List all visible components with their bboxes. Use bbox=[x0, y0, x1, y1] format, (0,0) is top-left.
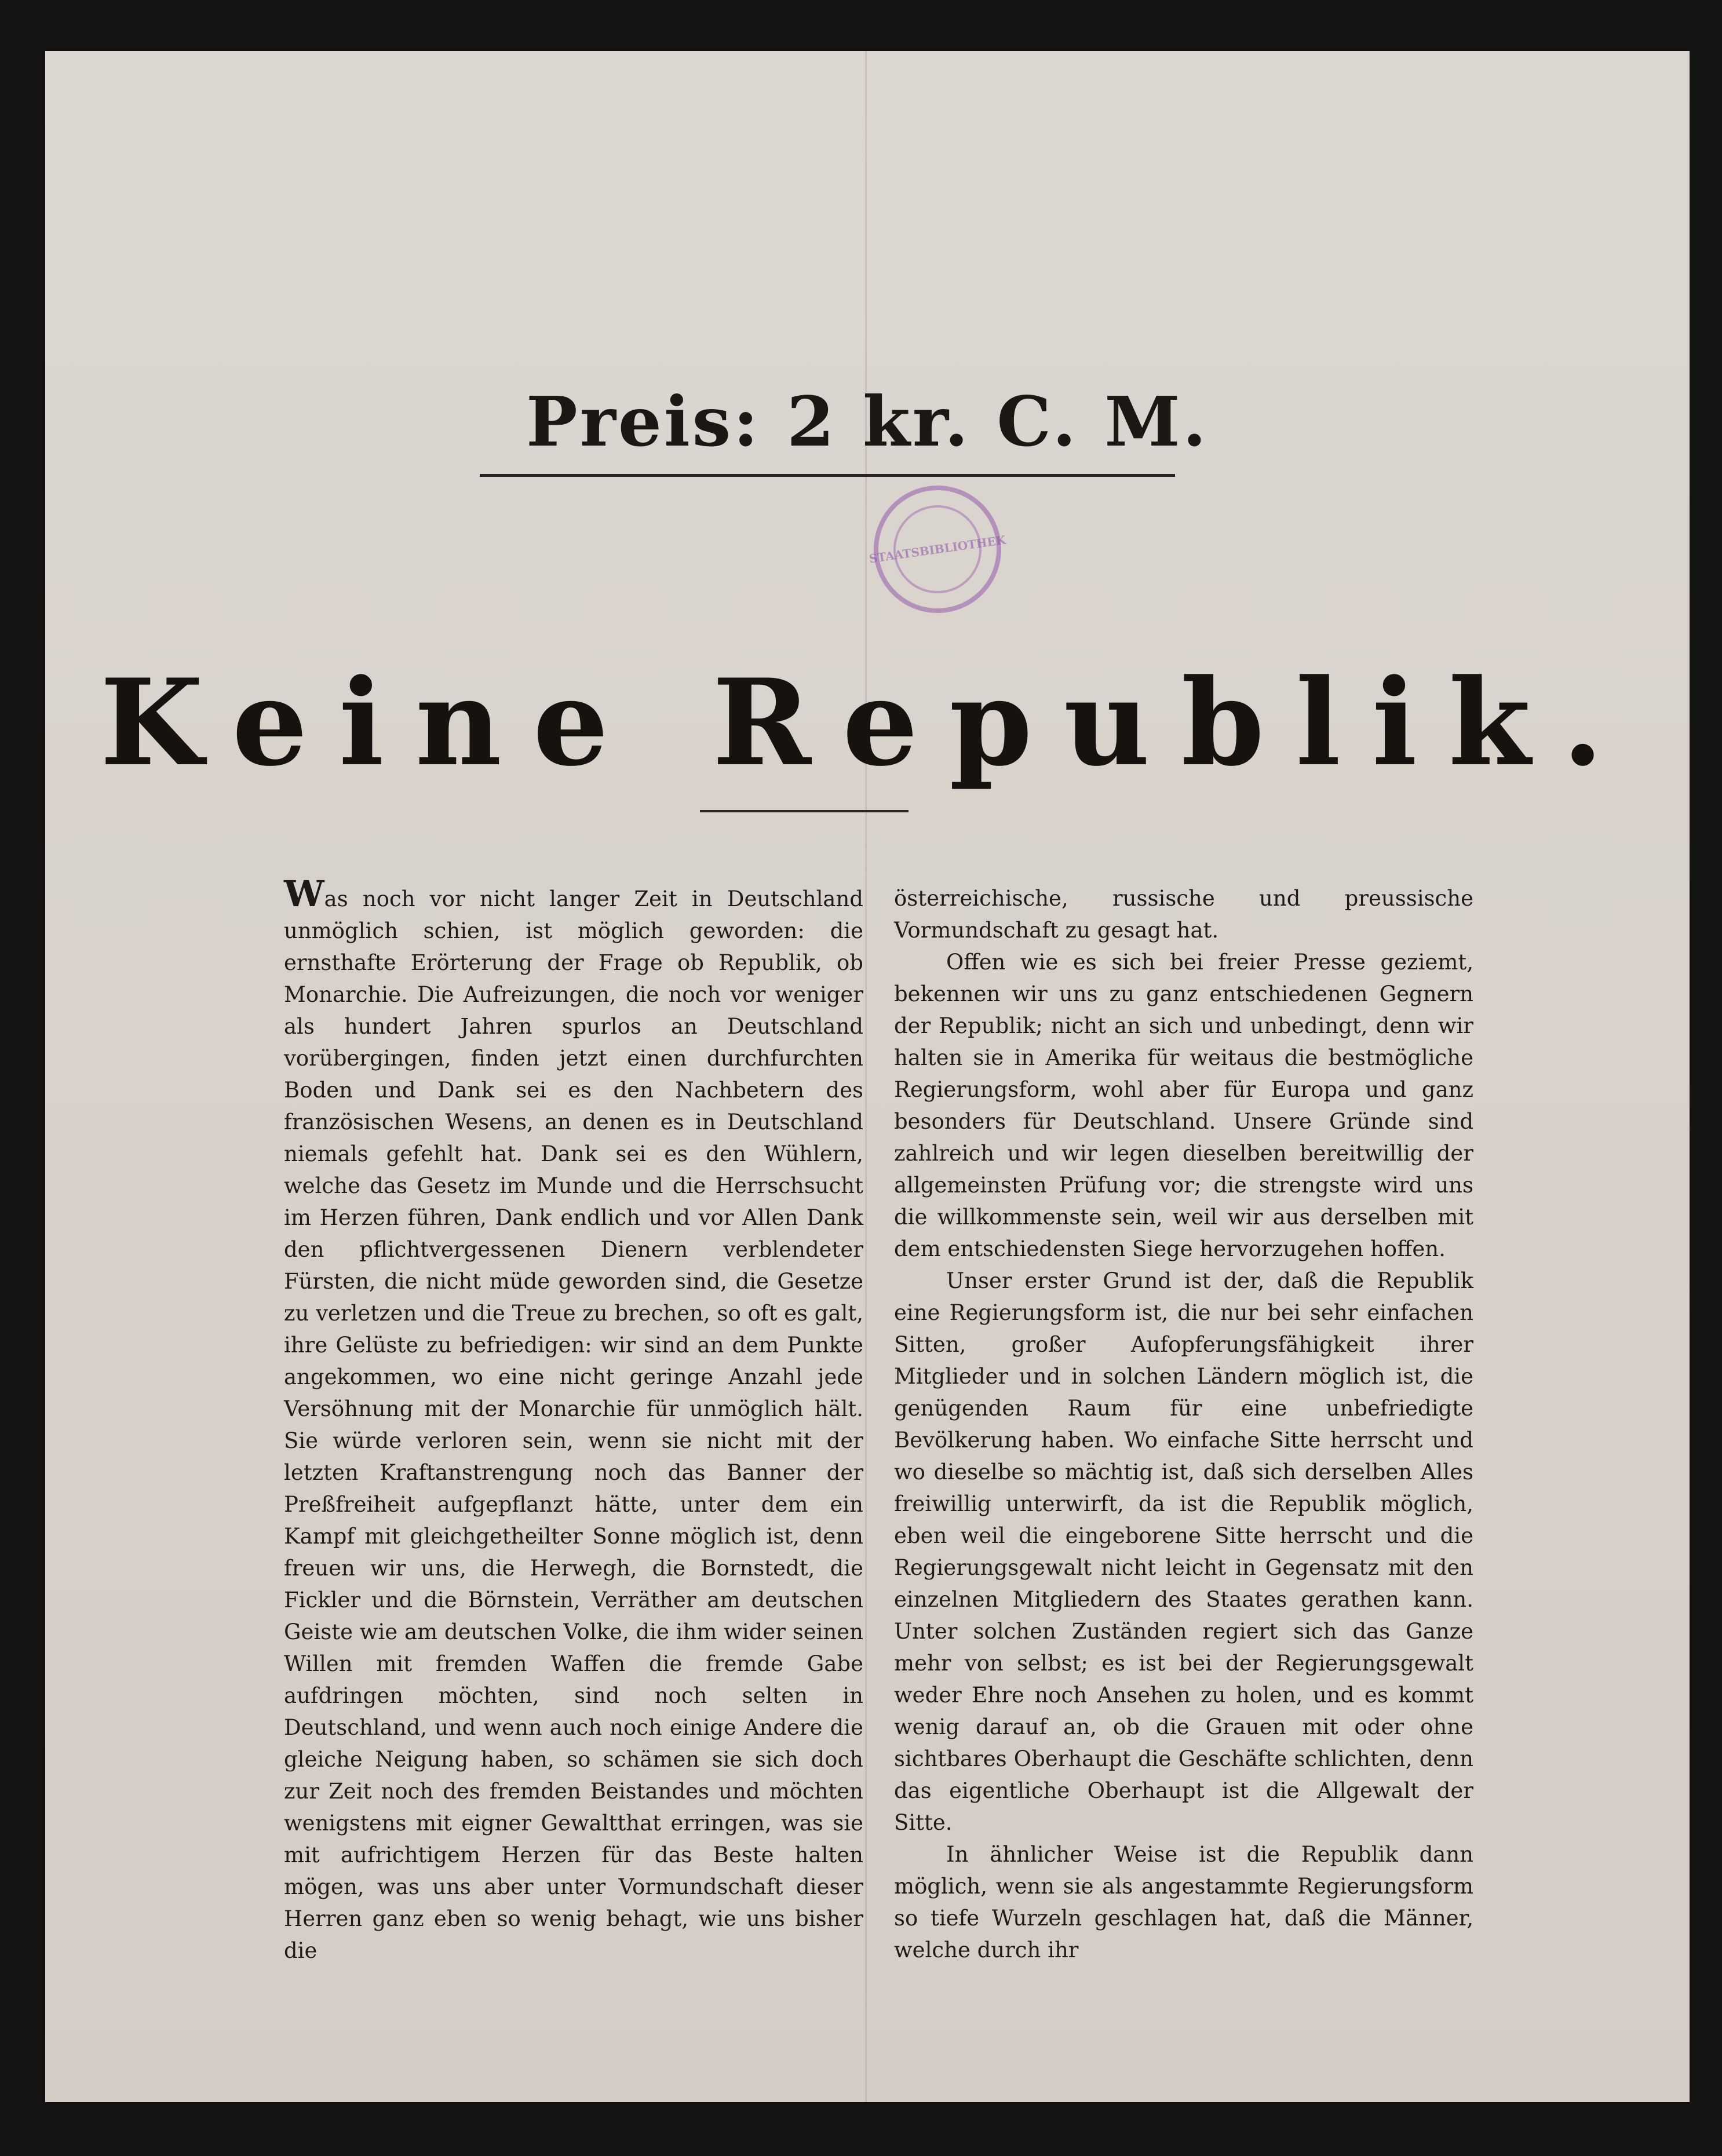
page-title: Keine Republik. bbox=[100, 654, 1635, 793]
paragraph: Unser erster Grund ist der, daß die Republik eine Regierungsform ist, die nur bei sehr einfachen Sitten, großer Aufopferungsfähigkeit ihrer Mitglieder und in solchen Ländern möglich ist, die genügenden Raum für eine unbefriedigte Bevölkerung haben. Wo einfache Sitte herrscht und wo dieselbe so mächtig ist, daß sich derselben Alles freiwillig unterwirft, da ist die Republik möglich, eben weil die eingeborene Sitte herrscht und die Regierungsgewalt nicht leicht in Gegensatz mit den einzelnen Mitgliedern des Staates gerathen kann. Unter solchen Zuständen regiert sich das Ganze mehr von selbst; es ist bei der Regierungsgewalt weder Ehre noch Ansehen zu holen, und es kommt wenig darauf an, ob die Grauen mit oder ohne sichtbares Oberhaupt die Geschäfte schlichten, denn das eigentliche Oberhaupt ist die Allgewalt der Sitte. bbox=[894, 1268, 1473, 1835]
library-stamp bbox=[866, 477, 1009, 621]
divider-rule bbox=[700, 810, 909, 812]
stamp-text: STAATSBIBLIOTHEK bbox=[868, 532, 1007, 566]
document-sheet bbox=[45, 51, 1690, 2102]
paragraph: In ähnlicher Weise ist die Republik dann möglich, wenn sie als angestammte Regierungsform so tiefe Wurzeln geschlagen hat, daß die Männer, welche durch ihr bbox=[894, 1842, 1473, 1962]
price-heading: Preis: 2 kr. C. M. bbox=[526, 381, 1209, 462]
text-column-left bbox=[284, 873, 863, 1967]
paragraph-text: as noch vor nicht langer Zeit in Deutschland unmöglich schien, ist möglich geworden: die ernsthafte Erörterung der Frage ob Republik, ob Monarchie. Die Aufreizungen, die noch vor weniger als hundert Jahren spurlos an Deutschland vorübergingen, finden jetzt einen durchfurchten Boden und Dank sei es den Nachbetern des französischen Wesens, an denen es in Deutschland niemals gefehlt hat. Dank sei es den Wühlern, welche das Gesetz im Munde und die Herrschsucht im Herzen führen, Dank endlich und vor Allen Dank den pflichtvergessenen Dienern verblendeter Fürsten, die nicht müde geworden sind, die Gesetze zu verletzen und die Treue zu brechen, so oft es galt, ihre Gelüste zu befriedigen: wir sind an dem Punkte angekommen, wo eine nicht geringe Anzahl jede Versöhnung mit der Monarchie für unmöglich hält. Sie würde verloren sein, wenn sie nicht mit der letzten Kraftanstrengung noch das Banner der Preßfreiheit aufgepflanzt hätte, unter dem ein Kampf mit gleichgetheilter Sonne möglich ist, denn freuen wir uns, die Herwegh, die Bornstedt, die Fickler und die Börnstein, Verräther am deutschen Geiste wie am deutschen Volke, die ihm wider seinen Willen mit fremden Waffen die fremde Gabe aufdringen möchten, sind noch selten in Deutschland, und wenn auch noch einige Andere die gleiche Neigung haben, so schämen sie sich doch zur Zeit noch des fremden Beistandes und möchten wenigstens mit eigner Gewaltthat erringen, was sie mit aufrichtigem Herzen für das Beste halten mögen, was uns aber unter Vormundschaft dieser Herren ganz eben so wenig behagt, wie uns bisher die bbox=[284, 887, 863, 1963]
drop-cap: W bbox=[284, 873, 324, 915]
paragraph bbox=[284, 873, 863, 1967]
paper-fold bbox=[865, 51, 867, 2102]
paragraph: Offen wie es sich bei freier Presse geziemt, bekennen wir uns zu ganz entschiedenen Gegnern der Republik; nicht an sich und unbedingt, denn wir halten sie in Amerika für weitaus die bestmögliche Regierungsform, wohl aber für Europa und ganz besonders für Deutschland. Unsere Gründe sind zahlreich und wir legen dieselben bereitwillig der allgemeinsten Prüfung vor; die strengste wird uns die willkommenste sein, weil wir aus derselben mit dem entschiedensten Siege hervorzugehen hoffen. bbox=[894, 950, 1473, 1261]
divider-rule bbox=[480, 474, 1175, 477]
text-column-right bbox=[894, 882, 1473, 1966]
paragraph: österreichische, russische und preussische Vormundschaft zu gesagt hat. bbox=[894, 886, 1473, 943]
